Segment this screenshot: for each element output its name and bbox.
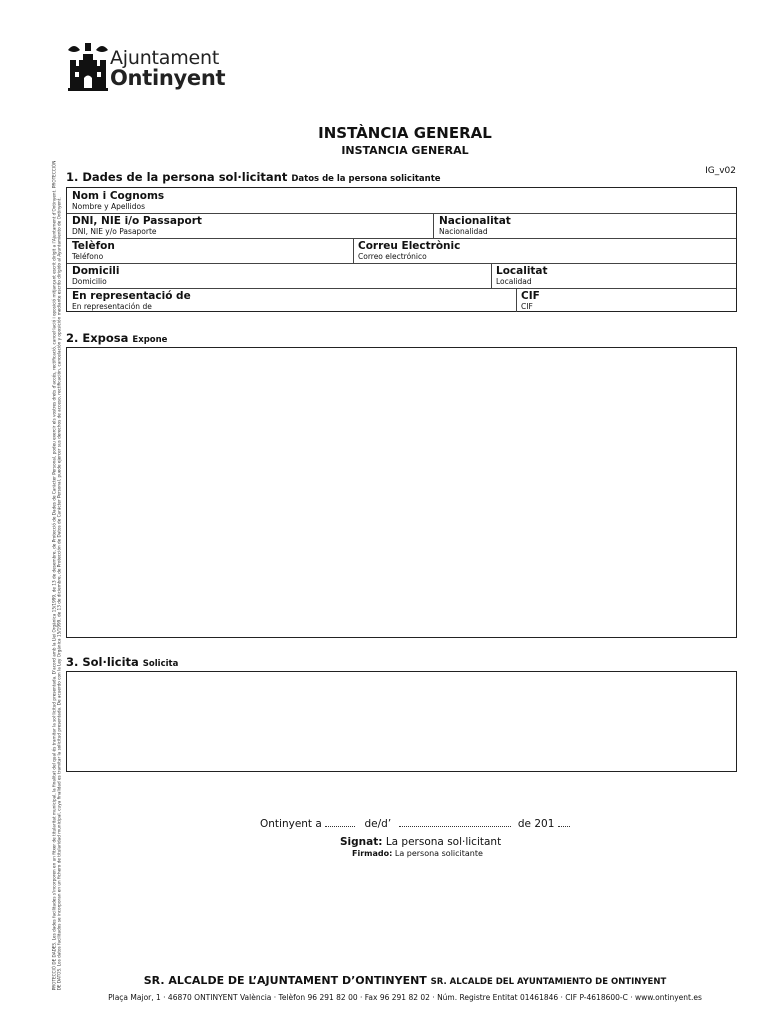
form-code: IG_v02 <box>705 166 736 176</box>
name-label: Nom i Cognoms <box>72 190 165 202</box>
addressee-sub: SR. ALCALDE DEL AYUNTAMIENTO DE ONTINYENT <box>430 977 667 987</box>
privacy-notice <box>22 160 72 1000</box>
date-place: Ontinyent a <box>260 818 322 830</box>
nationality-label: Nacionalitat <box>439 215 511 227</box>
section-3-title: 3. Sol·licita <box>66 655 139 669</box>
locality-label: Localitat <box>496 265 548 277</box>
addressee <box>0 974 770 987</box>
phone-label: Telèfon <box>72 240 115 252</box>
signature-subline <box>352 849 483 858</box>
section-2-subtitle: Expone <box>132 335 168 345</box>
row-divider <box>67 213 736 214</box>
phone-sublabel: Teléfono <box>72 252 104 261</box>
locality-sublabel: Localidad <box>496 277 532 286</box>
section-3-heading <box>66 655 178 669</box>
dni-sublabel: DNI, NIE y/o Pasaporte <box>72 227 157 236</box>
date-line <box>260 817 570 830</box>
dni-label: DNI, NIE i/o Passaport <box>72 215 202 227</box>
cif-field[interactable] <box>521 290 731 312</box>
email-field[interactable] <box>358 240 728 262</box>
col-divider <box>491 263 492 288</box>
nationality-field[interactable] <box>439 215 729 237</box>
email-sublabel: Correo electrónico <box>358 252 427 261</box>
name-field[interactable] <box>72 190 732 212</box>
request-textarea[interactable] <box>66 671 737 772</box>
form-title: INSTÀNCIA GENERAL <box>318 124 492 142</box>
col-divider <box>433 213 434 238</box>
row-divider <box>67 288 736 289</box>
phone-field[interactable] <box>72 240 347 262</box>
logo-line-1: Ajuntament <box>110 47 220 69</box>
section-2-title: 2. Exposa <box>66 331 129 345</box>
representation-field[interactable] <box>72 290 512 312</box>
signed-sub-label: Firmado: <box>352 849 393 858</box>
signed-value: La persona sol·licitant <box>385 836 502 848</box>
address-label: Domicili <box>72 265 120 277</box>
signed-sub-value: La persona solicitante <box>394 849 483 858</box>
row-divider <box>67 263 736 264</box>
privacy-notice-text: PROTECCIÓ DE DADES. Les dades facilitades s'incorporen en un fitxer de titularitat municipal, la finalitat del qual és tramitar la sol·licitud presentada. D'acord amb la Llei Orgànica 15/1999, de 13 de desembre, de Protecció de Dades de Caràcter Personal, podeu exercir els vostres drets d'accés, rectificació, cancel·lació i oposició mitjançant escrit dirigit a l'Ajuntament d'Ontinyent. PROTECCIÓN DE DATOS. Los datos facilitados se incorporan en un fichero de titularidad municipal, cuya finalidad es tramitar la solicitud presentada. De acuerdo con la Ley Orgánica 15/1999, de 13 de diciembre, de Protección de Datos de Carácter Personal, puede ejercer sus derechos de acceso, rectificación, cancelación y oposición mediante escrito dirigido al Ayuntamiento de Ontinyent. <box>51 160 62 991</box>
year-blank[interactable] <box>558 817 570 827</box>
email-label: Correu Electrònic <box>358 240 461 252</box>
row-divider <box>67 238 736 239</box>
nationality-sublabel: Nacionalidad <box>439 227 488 236</box>
castle-emblem-icon <box>66 40 110 94</box>
cif-label: CIF <box>521 290 540 302</box>
address-sublabel: Domicilio <box>72 277 107 286</box>
section-1-subtitle: Datos de la persona solicitante <box>291 174 441 184</box>
dni-field[interactable] <box>72 215 427 237</box>
logo-line-2: Ontinyent <box>110 66 226 90</box>
addressee-main: SR. ALCALDE DE L’AJUNTAMENT D’ONTINYENT <box>143 974 427 987</box>
signed-label: Signat: <box>340 836 383 848</box>
month-blank[interactable] <box>399 817 511 827</box>
col-divider <box>516 288 517 312</box>
date-year: de 201 <box>517 818 555 830</box>
locality-field[interactable] <box>496 265 731 287</box>
cif-sublabel: CIF <box>521 302 533 311</box>
address-field[interactable] <box>72 265 482 287</box>
expose-textarea[interactable] <box>66 347 737 638</box>
section-2-heading <box>66 331 167 345</box>
signature-line <box>340 836 501 848</box>
form-subtitle: INSTANCIA GENERAL <box>341 144 469 157</box>
section-1-title: 1. Dades de la persona sol·licitant <box>66 170 288 184</box>
footer-address: Plaça Major, 1 · 46870 ONTINYENT València · Telèfon 96 291 82 00 · Fax 96 291 82 02 · Núm. Registre Entitat 01461846 · CIF P-4618600-C · www.ontinyent.es <box>108 993 702 1002</box>
applicant-data-table <box>66 187 737 312</box>
name-sublabel: Nombre y Apellidos <box>72 202 146 211</box>
representation-label: En representació de <box>72 290 191 302</box>
representation-sublabel: En representación de <box>72 302 152 311</box>
date-de: de/d’ <box>364 818 392 830</box>
section-1-heading <box>66 170 441 184</box>
day-blank[interactable] <box>325 817 355 827</box>
section-3-subtitle: Solicita <box>142 659 179 669</box>
col-divider <box>353 238 354 263</box>
